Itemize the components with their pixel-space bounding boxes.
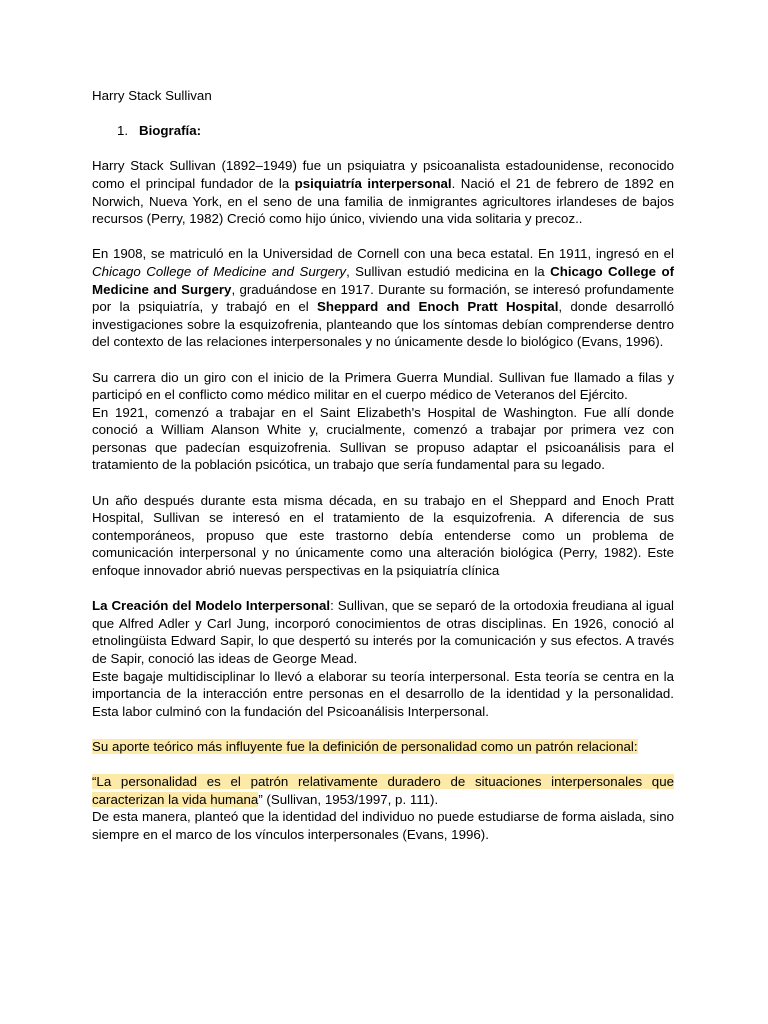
text-run: . Nació el 21 de febrero de 1892 en Norwich, Nueva York, en el seno de una familia de inmigrantes agricultores irlandeses de bajos recursos (Perry, 1982) Creció como hijo único, viviendo una vida solitaria y precoz.. [92, 175, 675, 227]
text-run: , Sullivan estudió medicina en la [346, 263, 551, 279]
paragraph-interpersonal-model [92, 597, 674, 667]
paragraph-quote [92, 773, 674, 808]
highlighted-text: Su aporte teórico más influyente fue la definición de personalidad como un patrón relacional: [92, 738, 638, 754]
paragraph-war: Su carrera dio un giro con el inicio de la Primera Guerra Mundial. Sullivan fue llamado a filas y participó en el conflicto como médico militar en el cuerpo médico de Veteranos del Ejército. [92, 369, 674, 403]
paragraph-conclusion: De esta manera, planteó que la identidad del individuo no puede estudiarse de forma aislada, sino siempre en el marco de los vínculos interpersonales (Evans, 1996). [92, 809, 674, 842]
paragraph-schizophrenia: Un año después durante esta misma década, en su trabajo en el Sheppard and Enoch Pratt Hospital, Sullivan se interesó en el tratamiento de la esquizofrenia. A diferencia de sus contemporáneos, propuso que este trastorno debía entenderse como un problema de comunicación interpersonal y no únicamente como una alteración biológica (Perry, 1982). Este enfoque innovador abrió nuevas perspectivas en la psiquiatría clínica [92, 492, 674, 579]
bold-term: La Creación del Modelo Interpersonal [92, 598, 331, 614]
highlighted-quote: “La personalidad es el patrón relativamente duradero de situaciones interpersonales que caracterizan la vida humana [92, 774, 674, 807]
text-run: , graduándose en 1917. Durante su formación, se interesó profundamente por la psiquiatría, y trabajó en el [92, 281, 674, 315]
paragraph-theory: Este bagaje multidisciplinar lo llevó a elaborar su teoría interpersonal. Esta teoría se centra en la importancia de la interacción entre personas en el desarrollo de la identidad y la personalidad. Esta labor culminó con la fundación del Psicoanálisis Interpersonal. [92, 668, 674, 719]
bold-term: Chicago College of Medicine and Surgery [92, 263, 675, 297]
citation: ” (Sullivan, 1953/1997, p. 111). [258, 791, 439, 807]
text-run: : Sullivan, que se separó de la ortodoxia freudiana al igual que Alfred Adler y Carl Jung, incorporó conocimientos de otras disciplinas. En 1926, conoció al etnolingüista Edward Sapir, lo que despertó su interés por la comunicación y sus efectos. A través de Sapir, conoció las ideas de George Mead. [92, 598, 674, 666]
document-title: Harry Stack Sullivan [92, 88, 212, 103]
text-run: En 1908, se matriculó en la Universidad de Cornell con una beca estatal. En 1911, ingresó en el [92, 246, 674, 262]
paragraph-contribution [92, 738, 674, 756]
document-body [92, 87, 674, 844]
bold-term: psiquiatría interpersonal [294, 175, 452, 191]
bold-term: Sheppard and Enoch Pratt Hospital [316, 299, 559, 315]
paragraph-saint-elizabeth: En 1921, comenzó a trabajar en el Saint Elizabeth's Hospital de Washington. Fue allí donde conoció a William Alanson White y, crucialmente, comenzó a trabajar por primera vez con personas que padecían esquizofrenia. Sullivan se propuso adaptar el psicoanálisis para el tratamiento de la población psicótica, un trabajo que sería fundamental para su legado. [92, 404, 674, 473]
section-number: 1. [117, 123, 129, 139]
text-run: Harry Stack Sullivan (1892–1949) fue un psiquiatra y psicoanalista estadounidense, reconocido como el principal fundador de la [92, 158, 674, 191]
text-run: , donde desarrolló investigaciones sobre la esquizofrenia, planteando que los síntomas debían comprenderse dentro del contexto de las relaciones interpersonales y no únicamente desde lo biológico (Evans, 1996). [92, 299, 675, 350]
section-heading [92, 122, 674, 140]
section-label: Biografía: [139, 123, 202, 139]
paragraph-intro [92, 157, 674, 227]
italic-term: Chicago College of Medicine and Surgery [92, 263, 347, 279]
paragraph-education [92, 245, 674, 351]
